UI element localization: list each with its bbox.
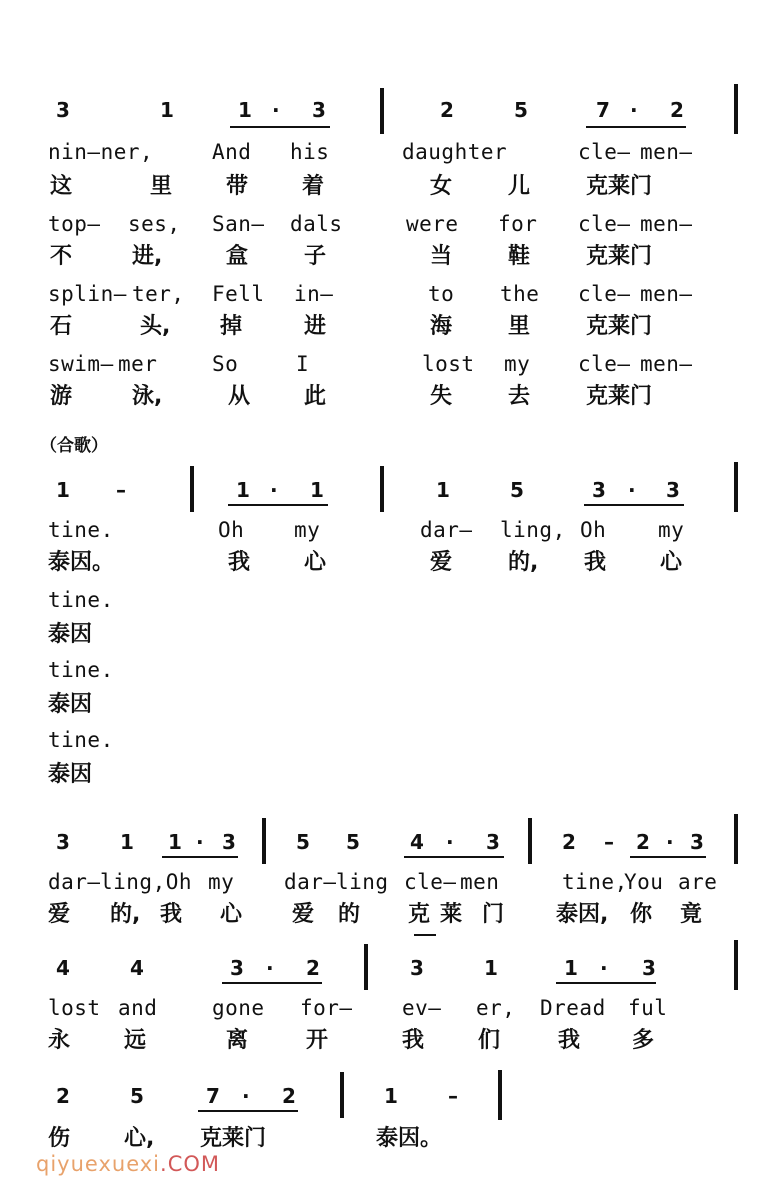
note: 3: [666, 478, 680, 502]
note: 1: [564, 956, 578, 980]
lyric-word: ful: [628, 996, 668, 1020]
lyric-char: 莱: [440, 902, 463, 927]
note: 7: [596, 98, 610, 122]
lyric-word: men–: [640, 212, 693, 236]
lyric-char: 泰因。: [376, 1126, 443, 1151]
lyric-char: 里: [150, 174, 173, 199]
lyric-char: 泳,: [132, 384, 163, 409]
note: 3: [592, 478, 606, 502]
note: 2: [440, 98, 454, 122]
lyric-word: And: [212, 140, 252, 164]
lyric-zh-verse4: [0, 386, 784, 422]
note-dot: ·: [270, 478, 278, 502]
lyric-word: my: [504, 352, 531, 376]
lyric-word: ses,: [128, 212, 181, 236]
note-dash: –: [604, 830, 614, 854]
lyric-char: 女: [430, 174, 453, 199]
lyric-word: and: [118, 996, 158, 1020]
lyric-char: 心: [660, 550, 683, 575]
note: 3: [690, 830, 704, 854]
barline: [364, 944, 368, 990]
beam: [222, 982, 322, 984]
lyric-word: You: [624, 870, 664, 894]
barline: [528, 818, 532, 864]
note-dash: –: [448, 1084, 458, 1108]
barline: [380, 88, 384, 134]
beam: [584, 504, 684, 506]
repeat-zh: 泰因: [48, 622, 93, 647]
beam: [586, 126, 686, 128]
watermark: [36, 1152, 220, 1176]
lyric-word: dar–: [48, 870, 101, 894]
note-dot: ·: [446, 830, 454, 854]
note: 1: [310, 478, 324, 502]
system4-lyric-en: [0, 998, 784, 1034]
lyric-word: were: [406, 212, 459, 236]
note: 4: [130, 956, 144, 980]
lyric-char: 从: [228, 384, 251, 409]
lyric-word: Fell: [212, 282, 265, 306]
lyric-word: lost: [422, 352, 475, 376]
lyric-en-verse1: [0, 142, 784, 178]
note: 5: [346, 830, 360, 854]
note: 5: [130, 1084, 144, 1108]
system3-lyric-zh: [0, 904, 784, 940]
barline: [262, 818, 266, 864]
underline-mark: [414, 934, 436, 936]
repeat-en: tine.: [48, 658, 114, 682]
lyric-char: 克: [408, 902, 431, 927]
lyric-word: nin–ner,: [48, 140, 154, 164]
lyric-word: er,: [476, 996, 516, 1020]
lyric-char: 心: [220, 902, 243, 927]
lyric-char: 我: [160, 902, 183, 927]
lyric-word: to: [428, 282, 455, 306]
lyric-char: 着: [302, 174, 325, 199]
note: 4: [56, 956, 70, 980]
lyric-char: 游: [50, 384, 73, 409]
beam: [230, 126, 330, 128]
lyric-char: 开: [306, 1028, 329, 1053]
lyric-char: 的,: [110, 902, 141, 927]
lyric-char: 去: [508, 384, 531, 409]
barline: [340, 1072, 344, 1118]
note: 3: [56, 830, 70, 854]
lyric-word: gone: [212, 996, 265, 1020]
note: 7: [206, 1084, 220, 1108]
lyric-char: 石: [50, 314, 73, 339]
note: 3: [230, 956, 244, 980]
lyric-char: 当: [430, 244, 453, 269]
note-dot: ·: [630, 98, 638, 122]
lyric-char: 儿: [508, 174, 531, 199]
lyric-char: 带: [226, 174, 249, 199]
note: 3: [410, 956, 424, 980]
barline: [734, 814, 738, 864]
lyric-char: 我: [584, 550, 607, 575]
lyric-char: 我: [558, 1028, 581, 1053]
lyric-word: men–: [640, 282, 693, 306]
repeat-en: tine.: [48, 728, 114, 752]
lyric-char: 我: [402, 1028, 425, 1053]
barline: [190, 466, 194, 512]
lyric-word: cle–: [578, 140, 631, 164]
note: 1: [120, 830, 134, 854]
note: 2: [306, 956, 320, 980]
lyric-char: 们: [478, 1028, 501, 1053]
note: 2: [636, 830, 650, 854]
beam: [630, 856, 706, 858]
note: 2: [56, 1084, 70, 1108]
lyric-char: 远: [124, 1028, 147, 1053]
chorus-label: （合歌）: [40, 436, 108, 456]
note-dot: ·: [196, 830, 204, 854]
lyric-word: splin–: [48, 282, 127, 306]
repeat-zh: 泰因: [48, 692, 93, 717]
lyric-char: 多: [632, 1028, 655, 1053]
lyric-word: for–: [300, 996, 353, 1020]
lyric-char: 伤: [48, 1126, 71, 1151]
note: 1: [436, 478, 450, 502]
lyric-char: 克莱门: [586, 384, 653, 409]
lyric-char: 鞋: [508, 244, 531, 269]
lyric-word: dar–: [284, 870, 337, 894]
note: 3: [642, 956, 656, 980]
watermark-text: qiyuexuexi: [36, 1152, 161, 1176]
lyric-word: Dread: [540, 996, 606, 1020]
beam: [198, 1110, 298, 1112]
note-dot: ·: [666, 830, 674, 854]
lyric-char: 头,: [140, 314, 171, 339]
lyric-char: 克莱门: [586, 314, 653, 339]
repeat-en: tine.: [48, 588, 114, 612]
lyric-word: lost: [48, 996, 101, 1020]
lyric-word: Oh: [218, 518, 245, 542]
lyric-en-verse3: [0, 284, 784, 320]
note: 1: [384, 1084, 398, 1108]
lyric-word: my: [294, 518, 321, 542]
lyric-char: 盒: [226, 244, 249, 269]
lyric-char: 门: [482, 902, 505, 927]
lyric-char: 失: [430, 384, 453, 409]
barline: [734, 462, 738, 512]
note: 1: [238, 98, 252, 122]
lyric-word: the: [500, 282, 540, 306]
note-dot: ·: [600, 956, 608, 980]
system4-notes: [0, 958, 784, 994]
barline: [498, 1070, 502, 1120]
barline: [734, 84, 738, 134]
lyric-word: men–: [640, 352, 693, 376]
lyric-word: daughter: [402, 140, 508, 164]
system2-lyric-zh: [0, 552, 784, 588]
lyric-en-verse4: [0, 354, 784, 390]
lyric-char: 进,: [132, 244, 163, 269]
lyric-char: 不: [50, 244, 73, 269]
lyric-char: 竟: [680, 902, 703, 927]
note: 3: [486, 830, 500, 854]
lyric-char: 克莱门: [586, 174, 653, 199]
barline: [734, 940, 738, 990]
lyric-word: dals: [290, 212, 343, 236]
lyric-char: 此: [304, 384, 327, 409]
note-dot: ·: [272, 98, 280, 122]
note: 1: [160, 98, 174, 122]
lyric-en-verse2: [0, 214, 784, 250]
note-dot: ·: [628, 478, 636, 502]
note: 5: [514, 98, 528, 122]
lyric-word: cle–: [404, 870, 457, 894]
lyric-char: 离: [226, 1028, 249, 1053]
lyric-word: for: [498, 212, 538, 236]
lyric-word: my: [208, 870, 235, 894]
lyric-word: men–: [640, 140, 693, 164]
lyric-zh-verse2: [0, 246, 784, 282]
lyric-word: cle–: [578, 352, 631, 376]
lyric-word: tine.: [48, 518, 114, 542]
lyric-word: are: [678, 870, 718, 894]
lyric-char: 海: [430, 314, 453, 339]
lyric-char: 克莱门: [200, 1126, 267, 1151]
lyric-word: ling,Oh: [100, 870, 193, 894]
lyric-word: So: [212, 352, 239, 376]
note: 3: [312, 98, 326, 122]
system3-notes: [0, 832, 784, 868]
lyric-char: 泰因,: [556, 902, 609, 927]
system2-notes: [0, 480, 784, 516]
lyric-word: ling,: [500, 518, 566, 542]
lyric-char: 心: [304, 550, 327, 575]
note: 2: [670, 98, 684, 122]
lyric-char: 爱: [48, 902, 71, 927]
lyric-char: 爱: [430, 550, 453, 575]
watermark-suffix: .COM: [160, 1152, 221, 1176]
beam: [228, 504, 328, 506]
note: 3: [222, 830, 236, 854]
lyric-char: 爱: [292, 902, 315, 927]
lyric-word: swim–: [48, 352, 114, 376]
note: 3: [56, 98, 70, 122]
barline: [380, 466, 384, 512]
lyric-char: 的: [338, 902, 361, 927]
beam: [556, 982, 656, 984]
lyric-word: his: [290, 140, 330, 164]
note: 4: [410, 830, 424, 854]
lyric-word: San–: [212, 212, 265, 236]
lyric-char: 进: [304, 314, 327, 339]
lyric-char: 这: [50, 174, 73, 199]
lyric-word: ling: [336, 870, 389, 894]
note: 1: [56, 478, 70, 502]
note: 1: [168, 830, 182, 854]
lyric-zh-verse3: [0, 316, 784, 352]
lyric-char: 克莱门: [586, 244, 653, 269]
beam: [404, 856, 504, 858]
lyric-char: 心,: [124, 1126, 155, 1151]
note-dash: –: [116, 478, 126, 502]
lyric-char: 子: [304, 244, 327, 269]
note: 5: [510, 478, 524, 502]
note-dot: ·: [242, 1084, 250, 1108]
lyric-word: cle–: [578, 282, 631, 306]
lyric-word: ev–: [402, 996, 442, 1020]
lyric-char: 泰因。: [48, 550, 115, 575]
lyric-word: Oh: [580, 518, 607, 542]
lyric-char: 你: [630, 902, 653, 927]
note: 5: [296, 830, 310, 854]
system4-lyric-zh: [0, 1030, 784, 1066]
note-dot: ·: [266, 956, 274, 980]
beam: [162, 856, 238, 858]
lyric-word: my: [658, 518, 685, 542]
lyric-char: 里: [508, 314, 531, 339]
lyric-word: tine,: [562, 870, 628, 894]
lyric-char: 永: [48, 1028, 71, 1053]
system5-notes: [0, 1086, 784, 1122]
lyric-char: 我: [228, 550, 251, 575]
lyric-word: mer: [118, 352, 158, 376]
lyric-char: 掉: [220, 314, 243, 339]
lyric-word: I: [296, 352, 310, 376]
lyric-word: cle–: [578, 212, 631, 236]
lyric-word: ter,: [132, 282, 185, 306]
repeat-zh: 泰因: [48, 762, 93, 787]
note: 2: [562, 830, 576, 854]
note: 1: [484, 956, 498, 980]
lyric-word: men: [460, 870, 500, 894]
lyric-word: top–: [48, 212, 101, 236]
lyric-word: dar–: [420, 518, 473, 542]
note: 2: [282, 1084, 296, 1108]
system1-notes: [0, 100, 784, 136]
note: 1: [236, 478, 250, 502]
lyric-zh-verse1: [0, 176, 784, 212]
lyric-char: 的,: [508, 550, 539, 575]
lyric-word: in–: [294, 282, 334, 306]
